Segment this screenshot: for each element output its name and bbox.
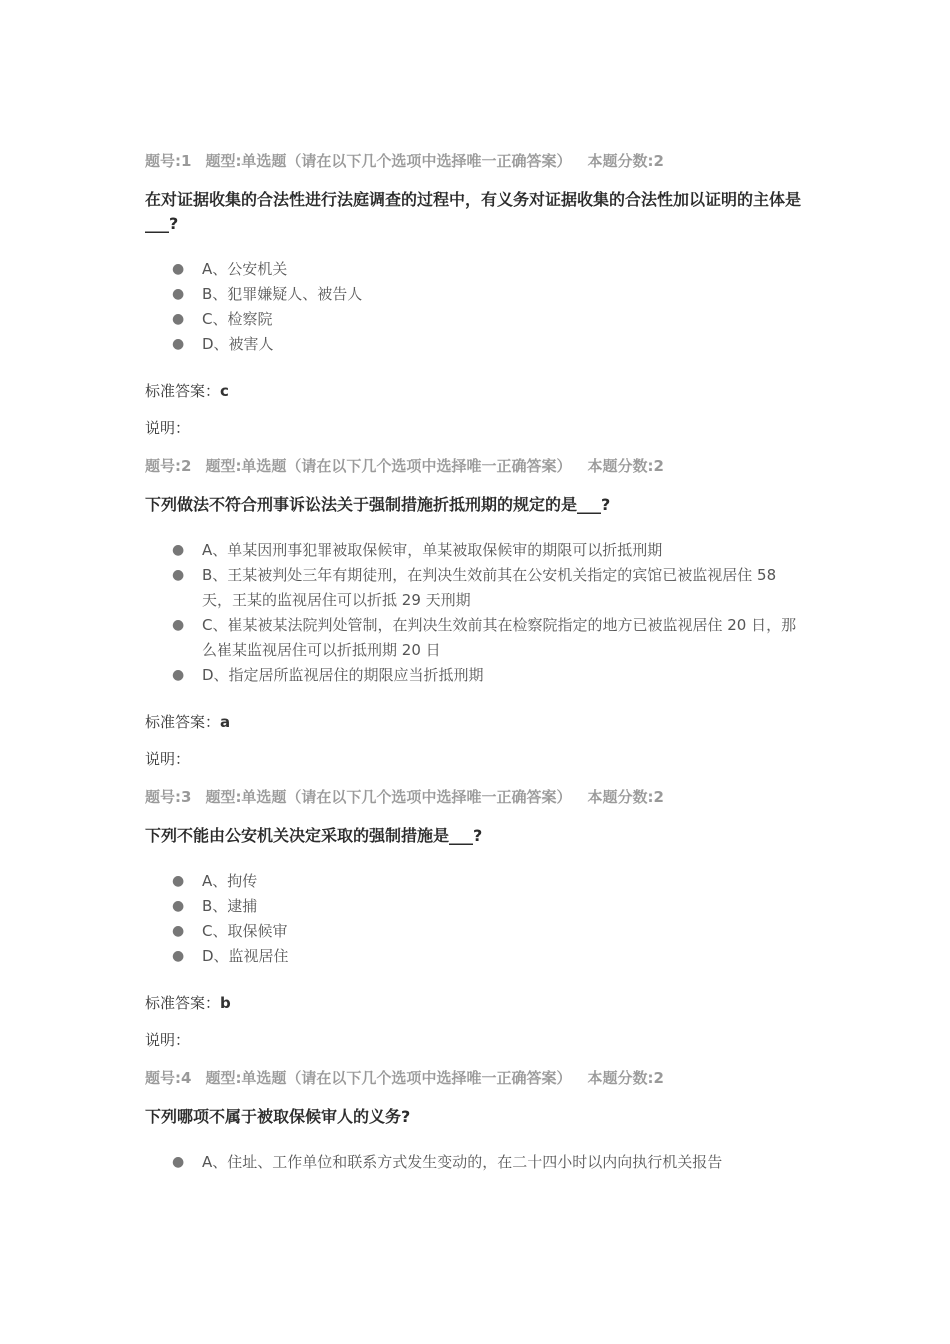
bullet-icon: ● <box>172 923 185 939</box>
option-a <box>145 869 810 894</box>
question-meta <box>145 786 810 808</box>
option-a <box>145 538 810 563</box>
option-text: D、指定居所监视居住的期限应当折抵刑期 <box>202 666 484 684</box>
question-number: 题号:1 <box>145 152 192 170</box>
answer-value: b <box>220 994 231 1012</box>
option-d <box>145 944 810 969</box>
options-list <box>145 869 810 969</box>
question-type: 题型:单选题（请在以下几个选项中选择唯一正确答案） <box>205 457 572 475</box>
question-number: 题号:4 <box>145 1069 192 1087</box>
answer-label: 标准答案： <box>145 382 221 400</box>
question-number: 题号:2 <box>145 457 192 475</box>
explanation-label: 说明： <box>145 750 191 768</box>
option-text: A、住址、工作单位和联系方式发生变动的，在二十四小时以内向执行机关报告 <box>202 1153 723 1171</box>
option-text: B、王某被判处三年有期徒刑，在判决生效前其在公安机关指定的宾馆已被监视居住 58 天，王某的监视居住可以折抵 29 天刑期 <box>202 566 777 609</box>
question-meta <box>145 1067 810 1089</box>
bullet-icon: ● <box>172 898 185 914</box>
bullet-icon: ● <box>172 873 185 889</box>
question-score: 本题分数:2 <box>587 1069 664 1087</box>
option-text: C、崔某被某法院判处管制，在判决生效前其在检察院指定的地方已被监视居住 20 日，那么崔某监视居住可以折抵刑期 20 日 <box>202 616 797 659</box>
explanation <box>145 1029 810 1051</box>
question-type: 题型:单选题（请在以下几个选项中选择唯一正确答案） <box>205 788 572 806</box>
question-meta <box>145 150 810 172</box>
question-type: 题型:单选题（请在以下几个选项中选择唯一正确答案） <box>205 152 572 170</box>
option-b <box>145 282 810 307</box>
bullet-icon: ● <box>172 948 185 964</box>
option-text: B、逮捕 <box>202 897 258 915</box>
explanation-label: 说明： <box>145 419 191 437</box>
question-1 <box>145 150 810 439</box>
quiz-page <box>145 150 810 1198</box>
question-meta <box>145 455 810 477</box>
option-b <box>145 563 810 613</box>
option-text: B、犯罪嫌疑人、被告人 <box>202 285 363 303</box>
option-text: C、检察院 <box>202 310 273 328</box>
option-b <box>145 894 810 919</box>
answer-label: 标准答案： <box>145 994 221 1012</box>
bullet-icon: ● <box>172 286 185 302</box>
answer-value: c <box>220 382 229 400</box>
option-text: A、单某因刑事犯罪被取保候审，单某被取保候审的期限可以折抵刑期 <box>202 541 663 559</box>
bullet-icon: ● <box>172 261 185 277</box>
option-a <box>145 257 810 282</box>
bullet-icon: ● <box>172 542 185 558</box>
option-text: D、被害人 <box>202 335 274 353</box>
option-d <box>145 663 810 688</box>
question-stem: 下列哪项不属于被取保候审人的义务? <box>145 1107 411 1126</box>
question-score: 本题分数:2 <box>587 152 664 170</box>
option-text: A、拘传 <box>202 872 258 890</box>
bullet-icon: ● <box>172 311 185 327</box>
standard-answer <box>145 380 810 402</box>
option-d <box>145 332 810 357</box>
explanation-label: 说明： <box>145 1031 191 1049</box>
explanation <box>145 748 810 770</box>
bullet-icon: ● <box>172 617 185 633</box>
question-number: 题号:3 <box>145 788 192 806</box>
options-list <box>145 538 810 688</box>
question-4 <box>145 1067 810 1175</box>
question-score: 本题分数:2 <box>587 457 664 475</box>
question-3 <box>145 786 810 1051</box>
explanation <box>145 417 810 439</box>
standard-answer <box>145 711 810 733</box>
option-text: C、取保候审 <box>202 922 288 940</box>
option-c <box>145 613 810 663</box>
option-a <box>145 1150 810 1175</box>
bullet-icon: ● <box>172 1154 185 1170</box>
question-stem: 在对证据收集的合法性进行法庭调查的过程中，有义务对证据收集的合法性加以证明的主体是___? <box>145 190 802 233</box>
standard-answer <box>145 992 810 1014</box>
options-list <box>145 257 810 357</box>
option-text: A、公安机关 <box>202 260 288 278</box>
question-score: 本题分数:2 <box>587 788 664 806</box>
bullet-icon: ● <box>172 567 185 583</box>
question-stem: 下列做法不符合刑事诉讼法关于强制措施折抵刑期的规定的是___? <box>145 495 611 514</box>
question-2 <box>145 455 810 770</box>
answer-value: a <box>220 713 231 731</box>
question-type: 题型:单选题（请在以下几个选项中选择唯一正确答案） <box>205 1069 572 1087</box>
answer-label: 标准答案： <box>145 713 221 731</box>
option-c <box>145 307 810 332</box>
bullet-icon: ● <box>172 667 185 683</box>
option-text: D、监视居住 <box>202 947 289 965</box>
options-list <box>145 1150 810 1175</box>
question-stem: 下列不能由公安机关决定采取的强制措施是___? <box>145 826 483 845</box>
option-c <box>145 919 810 944</box>
bullet-icon: ● <box>172 336 185 352</box>
